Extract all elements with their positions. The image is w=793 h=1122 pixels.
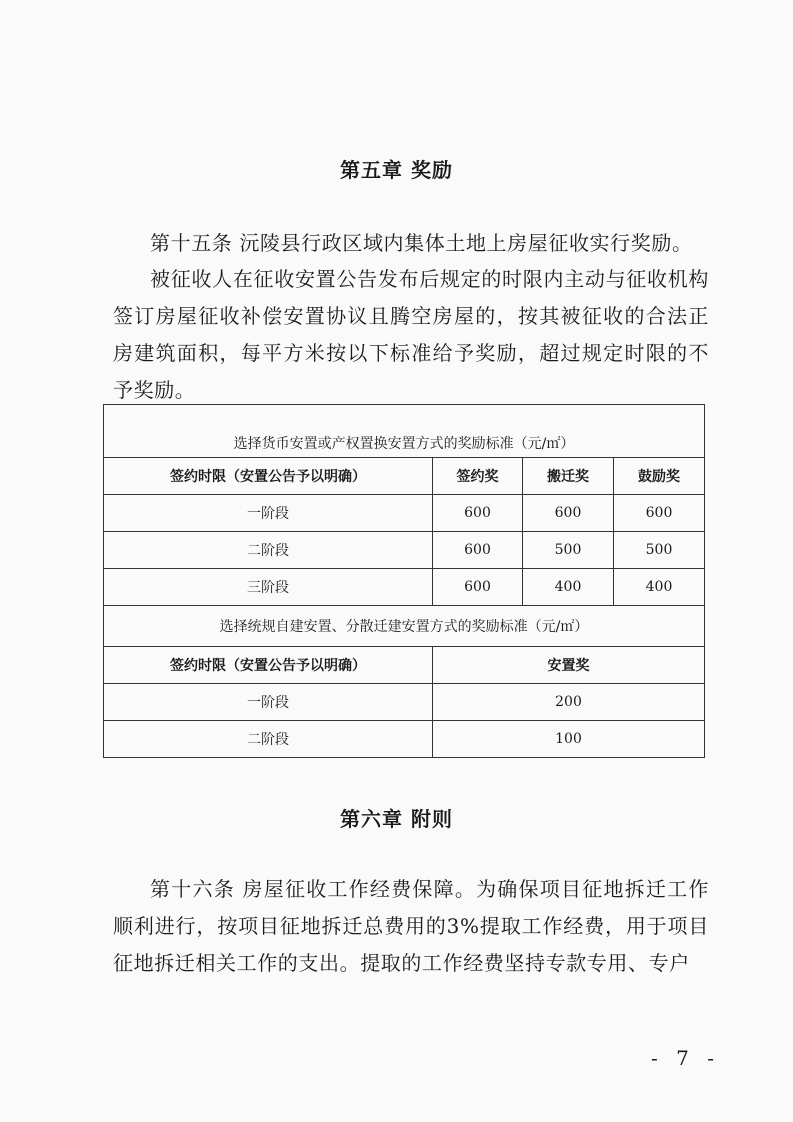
table1-value: 600: [433, 495, 523, 532]
table2-value: 100: [433, 721, 705, 758]
table2-value: 200: [433, 684, 705, 721]
table-row: [104, 684, 705, 721]
table1-stage: 一阶段: [104, 495, 433, 532]
table1-header-deadline: 签约时限（安置公告予以明确）: [104, 458, 433, 495]
table1-value: 600: [614, 495, 705, 532]
table-row: [104, 495, 705, 532]
table1-header-move: 搬迁奖: [523, 458, 614, 495]
table1-value: 600: [433, 532, 523, 569]
table-row: [104, 532, 705, 569]
table-row: [104, 569, 705, 606]
table1-stage: 三阶段: [104, 569, 433, 606]
table1-value: 400: [614, 569, 705, 606]
table-row: [104, 721, 705, 758]
table1-value: 600: [433, 569, 523, 606]
article-16-body: 第十六条 房屋征收工作经费保障。为确保项目征地拆迁工作顺利进行，按项目征地拆迁总费用的3%提取工作经费，用于项目征地拆迁相关工作的支出。提取的工作经费坚持专款专用、专户: [113, 877, 709, 975]
table1-header-sign: 签约奖: [433, 458, 523, 495]
table2-caption: 选择统规自建安置、分散迁建安置方式的奖励标准（元/㎡）: [104, 606, 705, 647]
table1-value: 500: [614, 532, 705, 569]
chapter-six-title: 第六章 附则: [340, 807, 453, 831]
table2-header-deadline: 签约时限（安置公告予以明确）: [104, 647, 433, 684]
table1-value: 400: [523, 569, 614, 606]
article-15-line1: 第十五条 沅陵县行政区域内集体土地上房屋征收实行奖励。: [150, 231, 693, 255]
table1-stage: 二阶段: [104, 532, 433, 569]
table1-value: 600: [523, 495, 614, 532]
table1-header-encourage: 鼓励奖: [614, 458, 705, 495]
table2-header-settle: 安置奖: [433, 647, 705, 684]
chapter-five-title: 第五章 奖励: [340, 158, 453, 182]
table2-stage: 二阶段: [104, 721, 433, 758]
page-number: - 7 -: [651, 1046, 720, 1070]
article-15-body: 被征收人在征收安置公告发布后规定的时限内主动与征收机构签订房屋征收补偿安置协议且腾空房屋的，按其被征收的合法正房建筑面积，每平方米按以下标准给予奖励，超过规定时限的不予奖励。: [113, 267, 709, 402]
table1-value: 500: [523, 532, 614, 569]
table1-caption: 选择货币安置或产权置换安置方式的奖励标准（元/㎡）: [104, 405, 705, 458]
table2-stage: 一阶段: [104, 684, 433, 721]
reward-standard-table: [103, 404, 705, 758]
